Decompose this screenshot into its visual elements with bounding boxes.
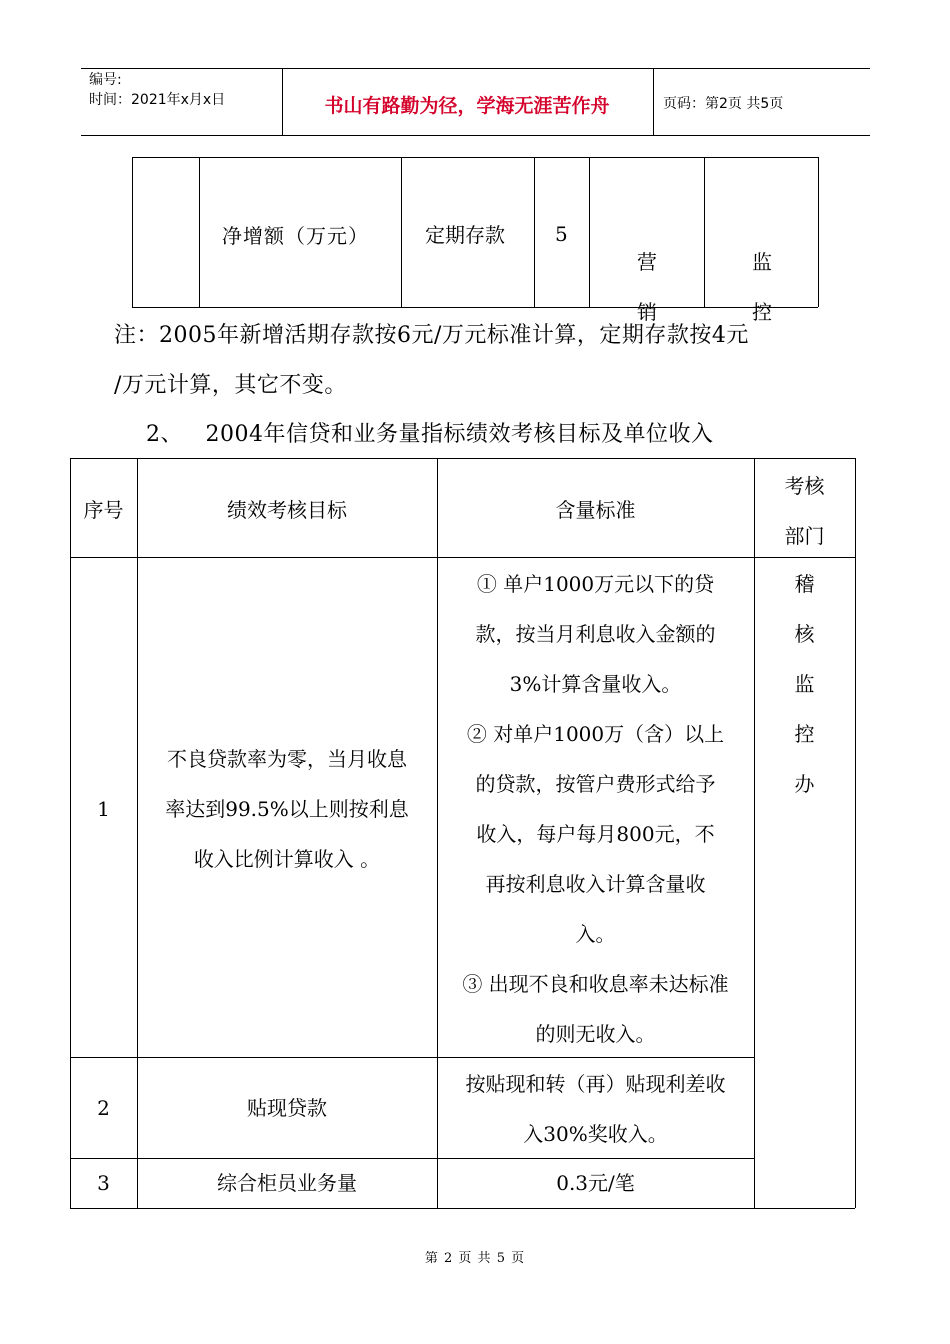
page-info: 页码：第2页 共5页 [663, 96, 784, 112]
page-footer: 第 2 页 共 5 页 [424, 1251, 526, 1266]
table2-border [855, 458, 856, 1208]
table1-bottom-border [132, 307, 818, 308]
table1-dept-char: 监 [752, 250, 772, 274]
row1-standard-line: ② 对单户1000万（含）以上 [466, 722, 725, 746]
table2-border [70, 1208, 855, 1209]
row1-dept-char: 核 [794, 622, 815, 646]
row2-goal-line: 贴现贷款 [247, 1096, 327, 1120]
row1-standard-line: 款，按当月利息收入金额的 [475, 622, 716, 646]
table2-header-seq [70, 485, 137, 535]
header-label: 绩效考核目标 [227, 498, 347, 522]
row1-standard-line: 的则无收入。 [535, 1022, 656, 1046]
row1-goal-line: 率达到99.5%以上则按利息 [165, 797, 409, 821]
table1-col-border [818, 157, 819, 307]
row3-standard [437, 1158, 754, 1208]
table1-top-border [132, 157, 818, 158]
row2-standard-line: 入30%奖收入。 [523, 1122, 668, 1146]
header-divider-right [653, 68, 654, 135]
row1-standard-line: 的贷款，按管户费形式给予 [475, 772, 716, 796]
row1-seq: 1 [97, 797, 110, 821]
row1-dept-char: 控 [794, 722, 815, 746]
doc-number-label: 编号: [89, 72, 122, 88]
row1-dept [754, 559, 855, 809]
table1-col-border [401, 157, 402, 307]
row1-standard-line: 3%计算含量收入。 [509, 672, 682, 696]
row2-standard [437, 1059, 754, 1159]
row1-dept-char: 监 [794, 672, 815, 696]
row2-goal [137, 1083, 437, 1133]
header-label-line: 部门 [784, 524, 825, 548]
table1-col-border [199, 157, 200, 307]
row1-standard-line: 入。 [575, 922, 616, 946]
table2-header-dept [754, 461, 855, 561]
table2-border [70, 557, 855, 558]
table2-header-standard [437, 485, 754, 535]
note-line-1: 注：2005年新增活期存款按6元/万元标准计算，定期存款按4元 [114, 323, 749, 348]
table1-dept-char: 控 [752, 300, 772, 324]
table2-header-goal [137, 485, 437, 535]
row1-goal [137, 734, 437, 884]
table2-border [70, 458, 855, 459]
table1-dept-char: 营 [637, 250, 657, 274]
header-top-rule [81, 68, 870, 69]
section2-title: 2、 2004年信贷和业务量指标绩效考核目标及单位收入 [146, 422, 714, 447]
row3-standard-line: 0.3元/笔 [556, 1171, 635, 1195]
row1-standard-line: 再按利息收入计算含量收 [485, 872, 706, 896]
table1-col-border [589, 157, 590, 307]
header-motto: 书山有路勤为径，学海无涯苦作舟 [324, 95, 610, 117]
row2-seq: 2 [97, 1096, 110, 1120]
header-bottom-rule [81, 135, 870, 136]
doc-time-label: 时间：2021年x月x日 [89, 92, 226, 108]
table1-col-border [704, 157, 705, 307]
row3-goal [137, 1158, 437, 1208]
table1-dept-char: 销 [637, 300, 657, 324]
row2-standard-line: 按贴现和转（再）贴现利差收 [465, 1072, 726, 1096]
row1-standard-line: ③ 出现不良和收息率未达标准 [462, 972, 729, 996]
row1-dept-char: 稽 [794, 572, 815, 596]
row1-dept-char: 办 [794, 772, 815, 796]
row1-goal-line: 收入比例计算收入 。 [193, 847, 381, 871]
row1-goal-line: 不良贷款率为零，当月收息 [167, 747, 407, 771]
header-label-line: 考核 [784, 474, 825, 498]
table1-value: 5 [555, 222, 568, 246]
row3-goal-line: 综合柜员业务量 [217, 1171, 357, 1195]
row1-standard-line: 收入，每户每月800元，不 [476, 822, 715, 846]
row1-standard [437, 559, 754, 1059]
header-label: 序号 [83, 498, 124, 522]
note-line-2: /万元计算，其它不变。 [114, 373, 347, 398]
header-label: 含量标准 [555, 498, 636, 522]
row1-standard-line: ① 单户1000万元以下的贷 [476, 572, 715, 596]
table1-col-border [534, 157, 535, 307]
table1-indicator: 净增额（万元） [222, 224, 369, 248]
row3-seq: 3 [97, 1171, 110, 1195]
table1-col-border [132, 157, 133, 307]
table1-deposit-type: 定期存款 [425, 223, 505, 247]
